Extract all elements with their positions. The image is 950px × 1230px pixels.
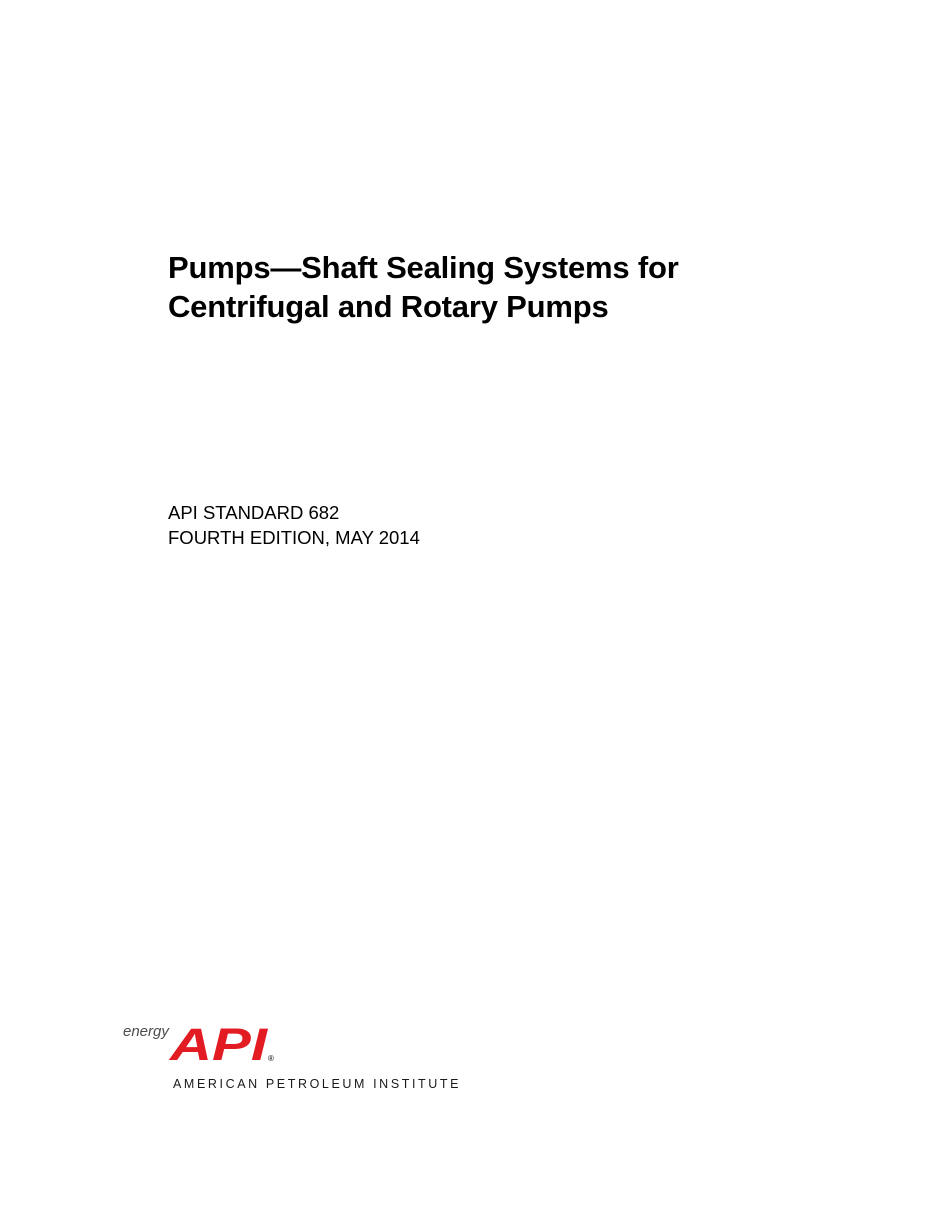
logo-tagline: energy <box>123 1023 169 1040</box>
organization-name: AMERICAN PETROLEUM INSTITUTE <box>173 1077 462 1091</box>
registered-mark: ® <box>268 1054 274 1063</box>
api-logo-mark <box>118 1010 288 1070</box>
api-logo <box>118 1010 462 1100</box>
standard-number: API STANDARD 682 <box>168 502 340 523</box>
document-title <box>168 248 888 326</box>
document-designation <box>168 500 420 550</box>
title-line-2: Centrifugal and Rotary Pumps <box>168 289 609 324</box>
title-line-1: Pumps—Shaft Sealing Systems for <box>168 250 679 285</box>
logo-mark-text: API <box>168 1019 269 1070</box>
edition-date: FOURTH EDITION, MAY 2014 <box>168 527 420 548</box>
